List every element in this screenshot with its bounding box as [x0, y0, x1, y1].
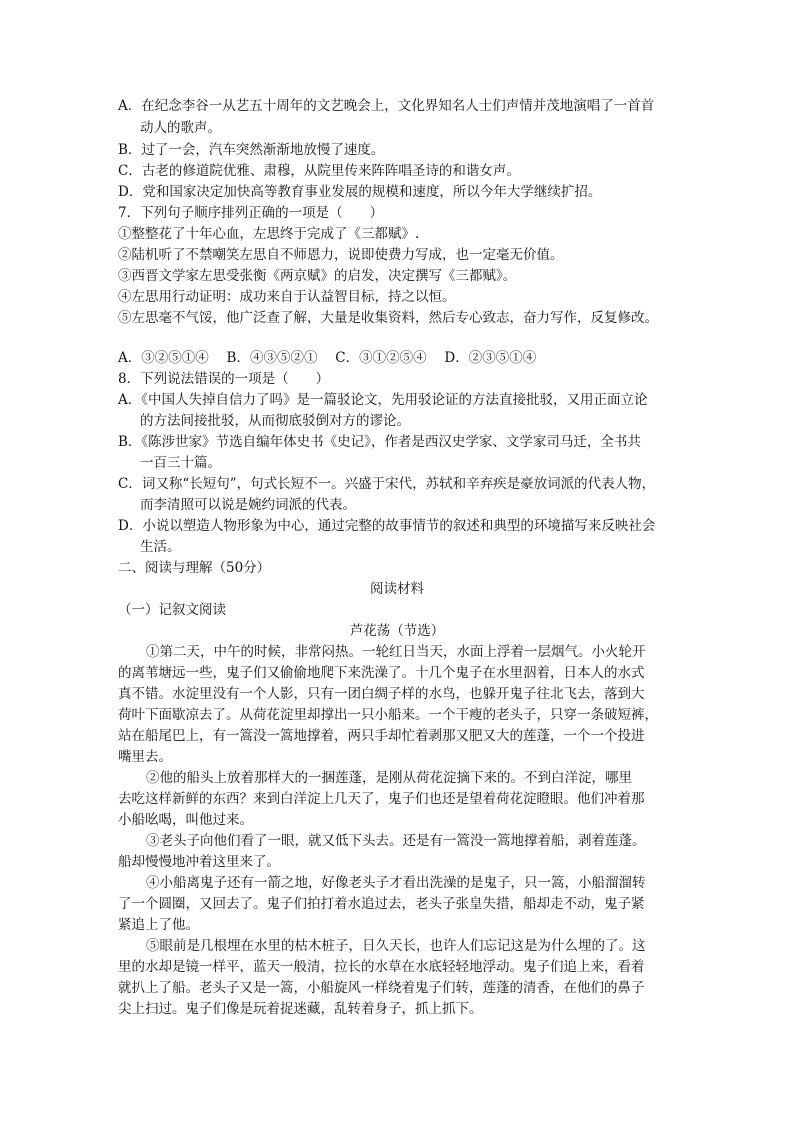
question-8-stem: 8．下列说法错误的一项是（ ） [118, 371, 330, 387]
paragraph-1-line-6: 嘴里去。 [118, 749, 172, 765]
q8-option-a-line-1: A．《中国人失掉自信力了吗》是一篇驳论文，先用驳论证的方法直接批驳，又用正面立论 [118, 392, 648, 408]
q8-option-c-line-2: 而李清照可以说是婉约词派的代表。 [140, 497, 356, 513]
paragraph-2-line-1: ②他的船头上放着那样大的一捆莲蓬，是刚从荷花淀摘下来的。不到白洋淀，哪里 [146, 770, 632, 786]
paragraph-4-line-3: 紧追上了他。 [118, 917, 199, 933]
sentence-5: ⑤左思毫不气馁，他广泛查了解，大量是收集资料，然后专心致志，奋力写作，反复修改。 [118, 310, 658, 326]
sentence-2: ②陆机听了不禁嘲笑左思自不师恩力，说即使费力写成，也一定毫无价值。 [118, 247, 564, 263]
paragraph-5-line-4: 尖上扫过。鬼子们像是玩着捉迷藏，乱转着身子，抓上抓下。 [118, 1001, 483, 1017]
option-a-line-1: A．在纪念李谷一从艺五十周年的文艺晚会上，文化界知名人士们声情并茂地演唱了一首首 [118, 98, 655, 114]
passage-title: 芦花荡（节选） [349, 623, 445, 639]
paragraph-4-line-2: 了一个圆圈，又回去了。鬼子们拍打着水追过去，老头子张皇失措，船却走不动，鬼子紧 [118, 896, 645, 912]
option-d-line: D．党和国家决定加快高等教育事业发展的规模和速度，所以今年大学继续扩招。 [118, 184, 602, 200]
paragraph-1-line-4: 荷叶下面歇凉去了。从荷花淀里却撑出一只小船来。一个干瘦的老头子，只穿一条破短裤， [118, 707, 658, 723]
option-b-line: B．过了一会，汽车突然渐渐地放慢了速度。 [118, 142, 385, 158]
paragraph-1-line-3: 真不错。水淀里没有一个人影，只有一团白绸子样的水鸟，也躲开鬼子往北飞去，落到大 [118, 686, 645, 702]
section-heading: 二、阅读与理解（50分） [118, 560, 271, 576]
paragraph-2-line-2: 去吃这样新鲜的东西？来到白洋淀上几天了，鬼子们也还是望着荷花淀瞪眼。他们冲着那 [118, 791, 645, 807]
option-a-line-2: 动人的歌声。 [140, 120, 221, 136]
paragraph-2-line-3: 小船吆喝，叫他过来。 [118, 812, 253, 828]
question-7-stem: 7．下列句子顺序排列正确的一项是（ ） [118, 205, 384, 221]
subsection-heading: （一）记叙文阅读 [118, 602, 226, 618]
option-c-line: C．古老的修道院优雅、肃穆，从院里传来阵阵唱圣诗的和谐女声。 [118, 163, 520, 179]
paragraph-5-line-1: ⑤眼前是几根埋在水里的枯木桩子，日久天长，也许人们忘记这是为什么埋的了。这 [146, 938, 646, 954]
paragraph-1-line-2: 的离苇塘远一些，鬼子们又偷偷地爬下来洗澡了。十几个鬼子在水里泅着，日本人的水式 [118, 665, 645, 681]
paragraph-5-line-2: 里的水却是镜一样平，蓝天一般清，拉长的水草在水底轻轻地浮动。鬼子们追上来，看着 [118, 959, 645, 975]
paragraph-3-line-2: 船却慢慢地冲着这里来了。 [118, 854, 280, 870]
q8-option-a-line-2: 的方法间接批驳，从而彻底驳倒对方的谬论。 [140, 413, 410, 429]
question-7-options: A．③②⑤①④ B．④③⑤②① C．③①②⑤④ D．②③⑤①④ [118, 350, 537, 366]
q8-option-d-line-2: 生活。 [140, 539, 181, 555]
q8-option-b-line-1: B．《陈涉世家》节选自编年体史书《史记》，作者是西汉史学家、文学家司马迁，全书共 [118, 434, 641, 450]
q8-option-d-line-1: D．小说以塑造人物形象为中心，通过完整的故事情节的叙述和典型的环境描写来反映社会 [118, 518, 656, 534]
sentence-1: ①整整花了十年心血，左思终于完成了《三都赋》. [118, 226, 420, 242]
sentence-3: ③西晋文学家左思受张衡《两京赋》的启发，决定撰写《三都赋》。 [118, 268, 517, 284]
paragraph-4-line-1: ④小船离鬼子还有一箭之地，好像老头子才看出洗澡的是鬼子，只一篙，小船溜溜转 [146, 875, 646, 891]
paragraph-1-line-5: 站在船尾巴上，有一篙没一篙地撑着，两只手却忙着剥那又肥又大的莲蓬，一个一个投进 [118, 728, 645, 744]
sentence-4: ④左思用行动证明：成功来自于认益智目标，持之以恒。 [118, 289, 456, 305]
paragraph-5-line-3: 就扒上了船。老头子又是一篙，小船旋风一样绕着鬼子们转，莲蓬的清香，在他们的鼻子 [118, 980, 645, 996]
paragraph-3-line-1: ③老头子向他们看了一眼，就又低下头去。还是有一篙没一篙地撑着船，剥着莲蓬。 [146, 833, 646, 849]
q8-option-c-line-1: C．词又称“长短句”，句式长短不一。兴盛于宋代，苏轼和辛弃疾是豪放词派的代表人物， [118, 476, 656, 492]
paragraph-1-line-1: ①第二天，中午的时候，非常闷热。一轮红日当天，水面上浮着一层烟气。小火轮开 [146, 644, 646, 660]
reading-material-title: 阅读材料 [370, 581, 424, 597]
q8-option-b-line-2: 一百三十篇。 [140, 455, 221, 471]
